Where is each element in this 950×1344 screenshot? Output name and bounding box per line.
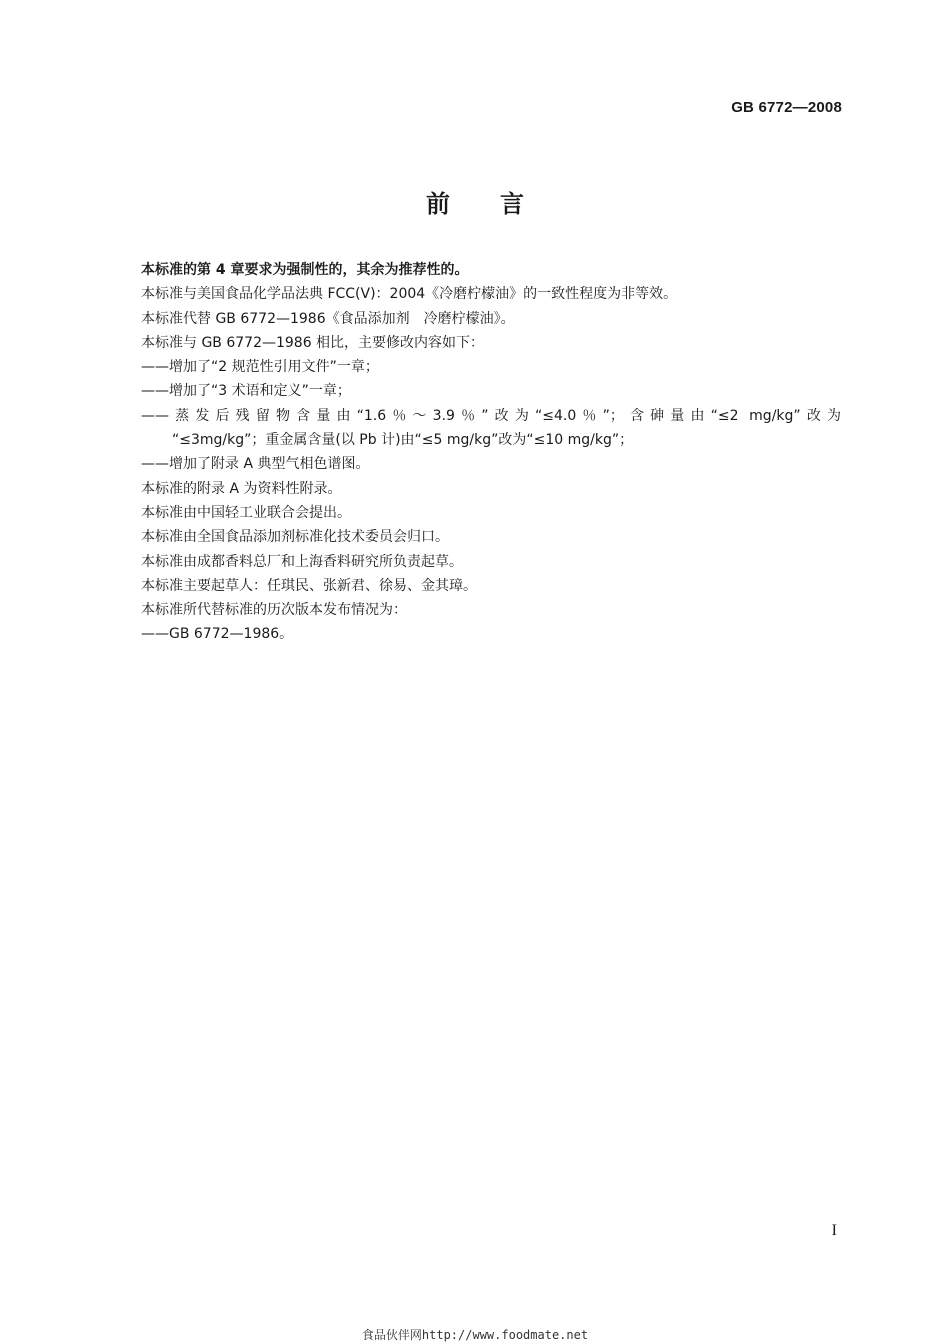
- change-item: ——蒸发后残留物含量由“1.6％～3.9％”改为“≤4.0％”；含砷量由“≤2 mg/kg”改为: [141, 407, 841, 424]
- paragraph-drafters: 本标准主要起草人：任琪民、张新君、徐易、金其璋。: [141, 577, 477, 594]
- paragraph-replaces: 本标准代替 GB 6772—1986《食品添加剂 冷磨柠檬油》。: [141, 310, 515, 327]
- paragraph-drafted-by: 本标准由成都香料总厂和上海香料研究所负责起草。: [141, 553, 463, 570]
- change-item: ——增加了“2 规范性引用文件”一章；: [141, 359, 379, 376]
- footer-watermark: 食品伙伴网http://www.foodmate.net: [361, 1328, 589, 1342]
- paragraph-mandatory-chapter: 本标准的第 4 章要求为强制性的，其余为推荐性的。: [141, 262, 469, 278]
- paragraph-changes-intro: 本标准与 GB 6772—1986 相比，主要修改内容如下：: [141, 334, 485, 351]
- title-char-1: 前: [426, 190, 450, 218]
- page-title: [0, 184, 950, 219]
- change-item: ——增加了附录 A 典型气相色谱图。: [141, 456, 370, 473]
- change-item: ——增加了“3 术语和定义”一章；: [141, 383, 351, 400]
- paragraph-history-intro: 本标准所代替标准的历次版本发布情况为：: [141, 602, 407, 619]
- foreword-body: [141, 258, 841, 647]
- standard-code: GB 6772—2008: [731, 99, 842, 116]
- page-number: I: [831, 1222, 837, 1239]
- paragraph-consistency: 本标准与美国食品化学品法典 FCC(Ⅴ)：2004《冷磨柠檬油》的一致性程度为非等效。: [141, 286, 678, 303]
- paragraph-annex: 本标准的附录 A 为资料性附录。: [141, 480, 342, 497]
- paragraph-proposed-by: 本标准由中国轻工业联合会提出。: [141, 504, 351, 521]
- paragraph-centralized-by: 本标准由全国食品添加剂标准化技术委员会归口。: [141, 529, 449, 546]
- title-char-2: 言: [500, 190, 524, 218]
- change-item-continued: “≤3mg/kg”；重金属含量(以 Pb 计)由“≤5 mg/kg”改为“≤10 mg/kg”；: [172, 432, 634, 449]
- history-item: ——GB 6772—1986。: [141, 626, 294, 643]
